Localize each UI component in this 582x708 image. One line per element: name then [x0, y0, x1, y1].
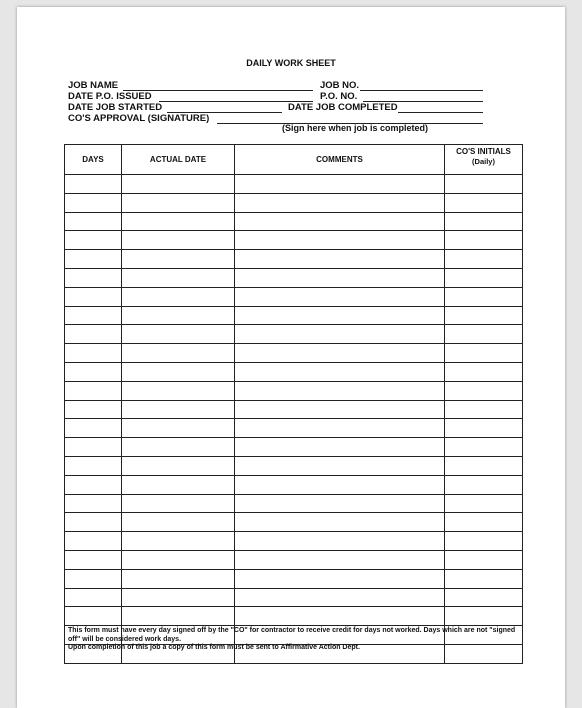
- cell-cos-initials[interactable]: [445, 381, 523, 400]
- cell-actual-date[interactable]: [122, 438, 235, 457]
- cell-cos-initials[interactable]: [445, 438, 523, 457]
- table-row: [65, 419, 523, 438]
- cell-days[interactable]: [65, 400, 122, 419]
- cell-days[interactable]: [65, 588, 122, 607]
- cos-approval-label: CO'S APPROVAL (SIGNATURE): [68, 113, 210, 124]
- header-cos-initials-label: CO'S INITIALS: [456, 147, 511, 156]
- cell-comments[interactable]: [235, 569, 445, 588]
- table-header-row: [65, 145, 523, 175]
- cell-actual-date[interactable]: [122, 325, 235, 344]
- cell-cos-initials[interactable]: [445, 362, 523, 381]
- cell-comments[interactable]: [235, 607, 445, 626]
- header-cos-initials-sub: (Daily): [472, 157, 495, 166]
- cell-days[interactable]: [65, 362, 122, 381]
- cell-cos-initials[interactable]: [445, 193, 523, 212]
- cell-actual-date[interactable]: [122, 513, 235, 532]
- cell-days[interactable]: [65, 231, 122, 250]
- footer-note-completion: Upon completion of this job a copy of this form must be sent to Affirmative Action Dept.: [68, 644, 360, 651]
- cell-actual-date[interactable]: [122, 193, 235, 212]
- cell-actual-date[interactable]: [122, 175, 235, 194]
- table-row: [65, 550, 523, 569]
- cell-actual-date[interactable]: [122, 306, 235, 325]
- cell-cos-initials[interactable]: [445, 325, 523, 344]
- cell-cos-initials[interactable]: [445, 344, 523, 363]
- cell-comments[interactable]: [235, 438, 445, 457]
- table-row: [65, 287, 523, 306]
- table-row: [65, 475, 523, 494]
- cell-days[interactable]: [65, 569, 122, 588]
- table-row: [65, 400, 523, 419]
- job-no-line[interactable]: [360, 90, 483, 91]
- header-comments: COMMENTS: [235, 145, 445, 175]
- cell-cos-initials[interactable]: [445, 306, 523, 325]
- cell-actual-date[interactable]: [122, 475, 235, 494]
- cell-comments[interactable]: [235, 588, 445, 607]
- table-body: [65, 175, 523, 664]
- table-row: [65, 175, 523, 194]
- sign-instruction: (Sign here when job is completed): [282, 123, 429, 133]
- header-cos-initials: [445, 145, 523, 175]
- cell-days[interactable]: [65, 550, 122, 569]
- cell-days[interactable]: [65, 419, 122, 438]
- cell-comments[interactable]: [235, 231, 445, 250]
- cell-actual-date[interactable]: [122, 569, 235, 588]
- table-row: [65, 231, 523, 250]
- table-row: [65, 607, 523, 626]
- cell-actual-date[interactable]: [122, 607, 235, 626]
- cell-cos-initials[interactable]: [445, 550, 523, 569]
- cell-comments[interactable]: [235, 268, 445, 287]
- cell-days[interactable]: [65, 532, 122, 551]
- cell-actual-date[interactable]: [122, 400, 235, 419]
- cell-days[interactable]: [65, 438, 122, 457]
- cell-comments[interactable]: [235, 532, 445, 551]
- cell-actual-date[interactable]: [122, 287, 235, 306]
- table-row: [65, 513, 523, 532]
- table-row: [65, 325, 523, 344]
- cell-comments[interactable]: [235, 419, 445, 438]
- cell-cos-initials[interactable]: [445, 175, 523, 194]
- cell-days[interactable]: [65, 494, 122, 513]
- cell-actual-date[interactable]: [122, 344, 235, 363]
- table-row: [65, 494, 523, 513]
- table-row: [65, 250, 523, 269]
- cell-actual-date[interactable]: [122, 419, 235, 438]
- cell-comments[interactable]: [235, 381, 445, 400]
- table-row: [65, 456, 523, 475]
- header-days: DAYS: [65, 145, 122, 175]
- table-row: [65, 588, 523, 607]
- cell-cos-initials[interactable]: [445, 475, 523, 494]
- cell-actual-date[interactable]: [122, 494, 235, 513]
- cell-comments[interactable]: [235, 362, 445, 381]
- cell-comments[interactable]: [235, 306, 445, 325]
- page-title: DAILY WORK SHEET: [246, 58, 336, 68]
- table-row: [65, 381, 523, 400]
- table-row: [65, 306, 523, 325]
- table-row: [65, 362, 523, 381]
- cell-actual-date[interactable]: [122, 588, 235, 607]
- work-log-table: [64, 144, 523, 664]
- cell-days[interactable]: [65, 175, 122, 194]
- po-no-label: P.O. NO.: [320, 91, 358, 102]
- cell-days[interactable]: [65, 287, 122, 306]
- cell-actual-date[interactable]: [122, 268, 235, 287]
- cell-actual-date[interactable]: [122, 381, 235, 400]
- cell-cos-initials[interactable]: [445, 231, 523, 250]
- cell-comments[interactable]: [235, 550, 445, 569]
- cell-cos-initials[interactable]: [445, 513, 523, 532]
- cell-comments[interactable]: [235, 193, 445, 212]
- cell-cos-initials[interactable]: [445, 456, 523, 475]
- table-row: [65, 212, 523, 231]
- job-no-label: JOB NO.: [320, 80, 360, 91]
- cell-days[interactable]: [65, 344, 122, 363]
- cell-actual-date[interactable]: [122, 362, 235, 381]
- cell-cos-initials[interactable]: [445, 250, 523, 269]
- cell-comments[interactable]: [235, 344, 445, 363]
- cell-comments[interactable]: [235, 212, 445, 231]
- date-po-issued-label: DATE P.O. ISSUED: [68, 91, 152, 102]
- header-actual-date: ACTUAL DATE: [122, 145, 235, 175]
- cell-comments[interactable]: [235, 175, 445, 194]
- date-job-started-label: DATE JOB STARTED: [68, 102, 163, 113]
- footer-note-signoff: This form must have every day signed off by the "CO" for contractor to receive credit for days not worked. Days which are not "signed off" will be considered work days.: [68, 627, 516, 643]
- cell-days[interactable]: [65, 607, 122, 626]
- cell-cos-initials[interactable]: [445, 607, 523, 626]
- table-row: [65, 193, 523, 212]
- cell-comments[interactable]: [235, 475, 445, 494]
- cell-cos-initials[interactable]: [445, 588, 523, 607]
- cell-days[interactable]: [65, 325, 122, 344]
- cell-actual-date[interactable]: [122, 212, 235, 231]
- cell-actual-date[interactable]: [122, 532, 235, 551]
- cell-comments[interactable]: [235, 494, 445, 513]
- cell-days[interactable]: [65, 306, 122, 325]
- cell-days[interactable]: [65, 513, 122, 532]
- cell-cos-initials[interactable]: [445, 212, 523, 231]
- job-name-label: JOB NAME: [68, 80, 119, 91]
- cell-comments[interactable]: [235, 250, 445, 269]
- table-row: [65, 438, 523, 457]
- table-row: [65, 569, 523, 588]
- cell-actual-date[interactable]: [122, 231, 235, 250]
- cell-comments[interactable]: [235, 325, 445, 344]
- table-row: [65, 268, 523, 287]
- cell-days[interactable]: [65, 268, 122, 287]
- cell-comments[interactable]: [235, 513, 445, 532]
- cell-days[interactable]: [65, 193, 122, 212]
- cell-cos-initials[interactable]: [445, 494, 523, 513]
- cell-comments[interactable]: [235, 287, 445, 306]
- date-job-completed-line[interactable]: [398, 112, 483, 113]
- cell-actual-date[interactable]: [122, 250, 235, 269]
- cell-comments[interactable]: [235, 456, 445, 475]
- cell-cos-initials[interactable]: [445, 419, 523, 438]
- cell-cos-initials[interactable]: [445, 268, 523, 287]
- table-row: [65, 532, 523, 551]
- date-job-completed-label: DATE JOB COMPLETED: [288, 102, 398, 113]
- cell-days[interactable]: [65, 212, 122, 231]
- cell-cos-initials[interactable]: [445, 287, 523, 306]
- cell-cos-initials[interactable]: [445, 400, 523, 419]
- cell-days[interactable]: [65, 250, 122, 269]
- document-page: [17, 7, 565, 708]
- cell-cos-initials[interactable]: [445, 532, 523, 551]
- cell-actual-date[interactable]: [122, 550, 235, 569]
- cell-days[interactable]: [65, 475, 122, 494]
- cell-comments[interactable]: [235, 400, 445, 419]
- cell-days[interactable]: [65, 456, 122, 475]
- cell-cos-initials[interactable]: [445, 569, 523, 588]
- cell-actual-date[interactable]: [122, 456, 235, 475]
- table-row: [65, 344, 523, 363]
- cell-days[interactable]: [65, 381, 122, 400]
